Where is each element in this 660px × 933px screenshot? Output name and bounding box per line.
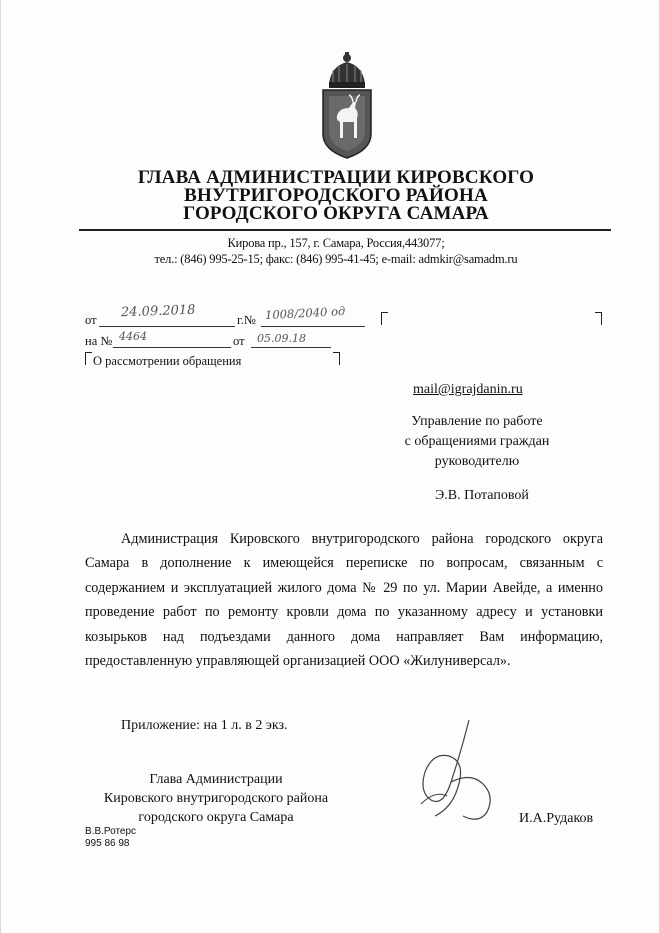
executor-name: В.В.Ротерс — [85, 826, 137, 837]
recipient-org-line1: Управление по работе — [411, 414, 543, 429]
signature-title-line2: Кировского внутригородского района — [103, 791, 329, 806]
header-title-line1: ГЛАВА АДМИНИСТРАЦИИ КИРОВСКОГО — [137, 167, 535, 188]
outgoing-number: 1008/2040 од — [264, 303, 346, 323]
header-address: Кирова пр., 157, г. Самара, Россия,443077; — [227, 236, 445, 250]
number-label: г.№ — [237, 313, 256, 327]
body-paragraph — [85, 527, 603, 673]
executor-phone: 995 86 98 — [85, 838, 130, 849]
recipient-email[interactable]: mail@igrajdanin.ru — [413, 382, 523, 397]
recipient-name: Э.В. Потаповой — [435, 488, 529, 503]
subject: О рассмотрении обращения — [93, 354, 242, 368]
attachment-note: Приложение: на 1 л. в 2 экз. — [121, 718, 288, 733]
header-divider — [79, 229, 611, 231]
signer-name: И.А.Рудаков — [519, 811, 594, 826]
reply-from-label: от — [233, 334, 245, 348]
body-paragraph-text: Администрация Кировского внутригородского района городского округа Самара в дополнение к имеющейся переписке по вопросам, связанным с содержанием и эксплуатацией жилого дома № 29 по ул. Марии Авейде, а именно проведение работ по ремонту кровли дома по указанному адресу и установки козырьков над подъездами данного дома направляет Вам информацию, предоставленную управляющей организацией ООО «Жилуниверсал». — [85, 531, 603, 670]
reply-date: 05.09.18 — [257, 332, 306, 345]
header-contacts: тел.: (846) 995-25-15; факс: (846) 995-41-45; e-mail: admkir@samadm.ru — [154, 252, 518, 266]
header-title-line3: ГОРОДСКОГО ОКРУГА САМАРА — [183, 203, 489, 224]
signature-title-line3: городского округа Самара — [138, 810, 294, 825]
recipient-org-line2: с обращениями граждан — [404, 434, 550, 449]
reply-label: на № — [85, 334, 113, 348]
coat-of-arms-icon — [319, 50, 375, 162]
outgoing-date: 24.09.2018 — [120, 302, 196, 321]
signature-title-line1: Глава Администрации — [149, 772, 283, 787]
handwritten-signature — [391, 712, 511, 832]
recipient-org-line3: руководителю — [434, 454, 520, 469]
header-title-line2: ВНУТРИГОРОДСКОГО РАЙОНА — [184, 185, 488, 206]
from-label: от — [85, 313, 97, 327]
reply-number: 4464 — [119, 330, 147, 343]
